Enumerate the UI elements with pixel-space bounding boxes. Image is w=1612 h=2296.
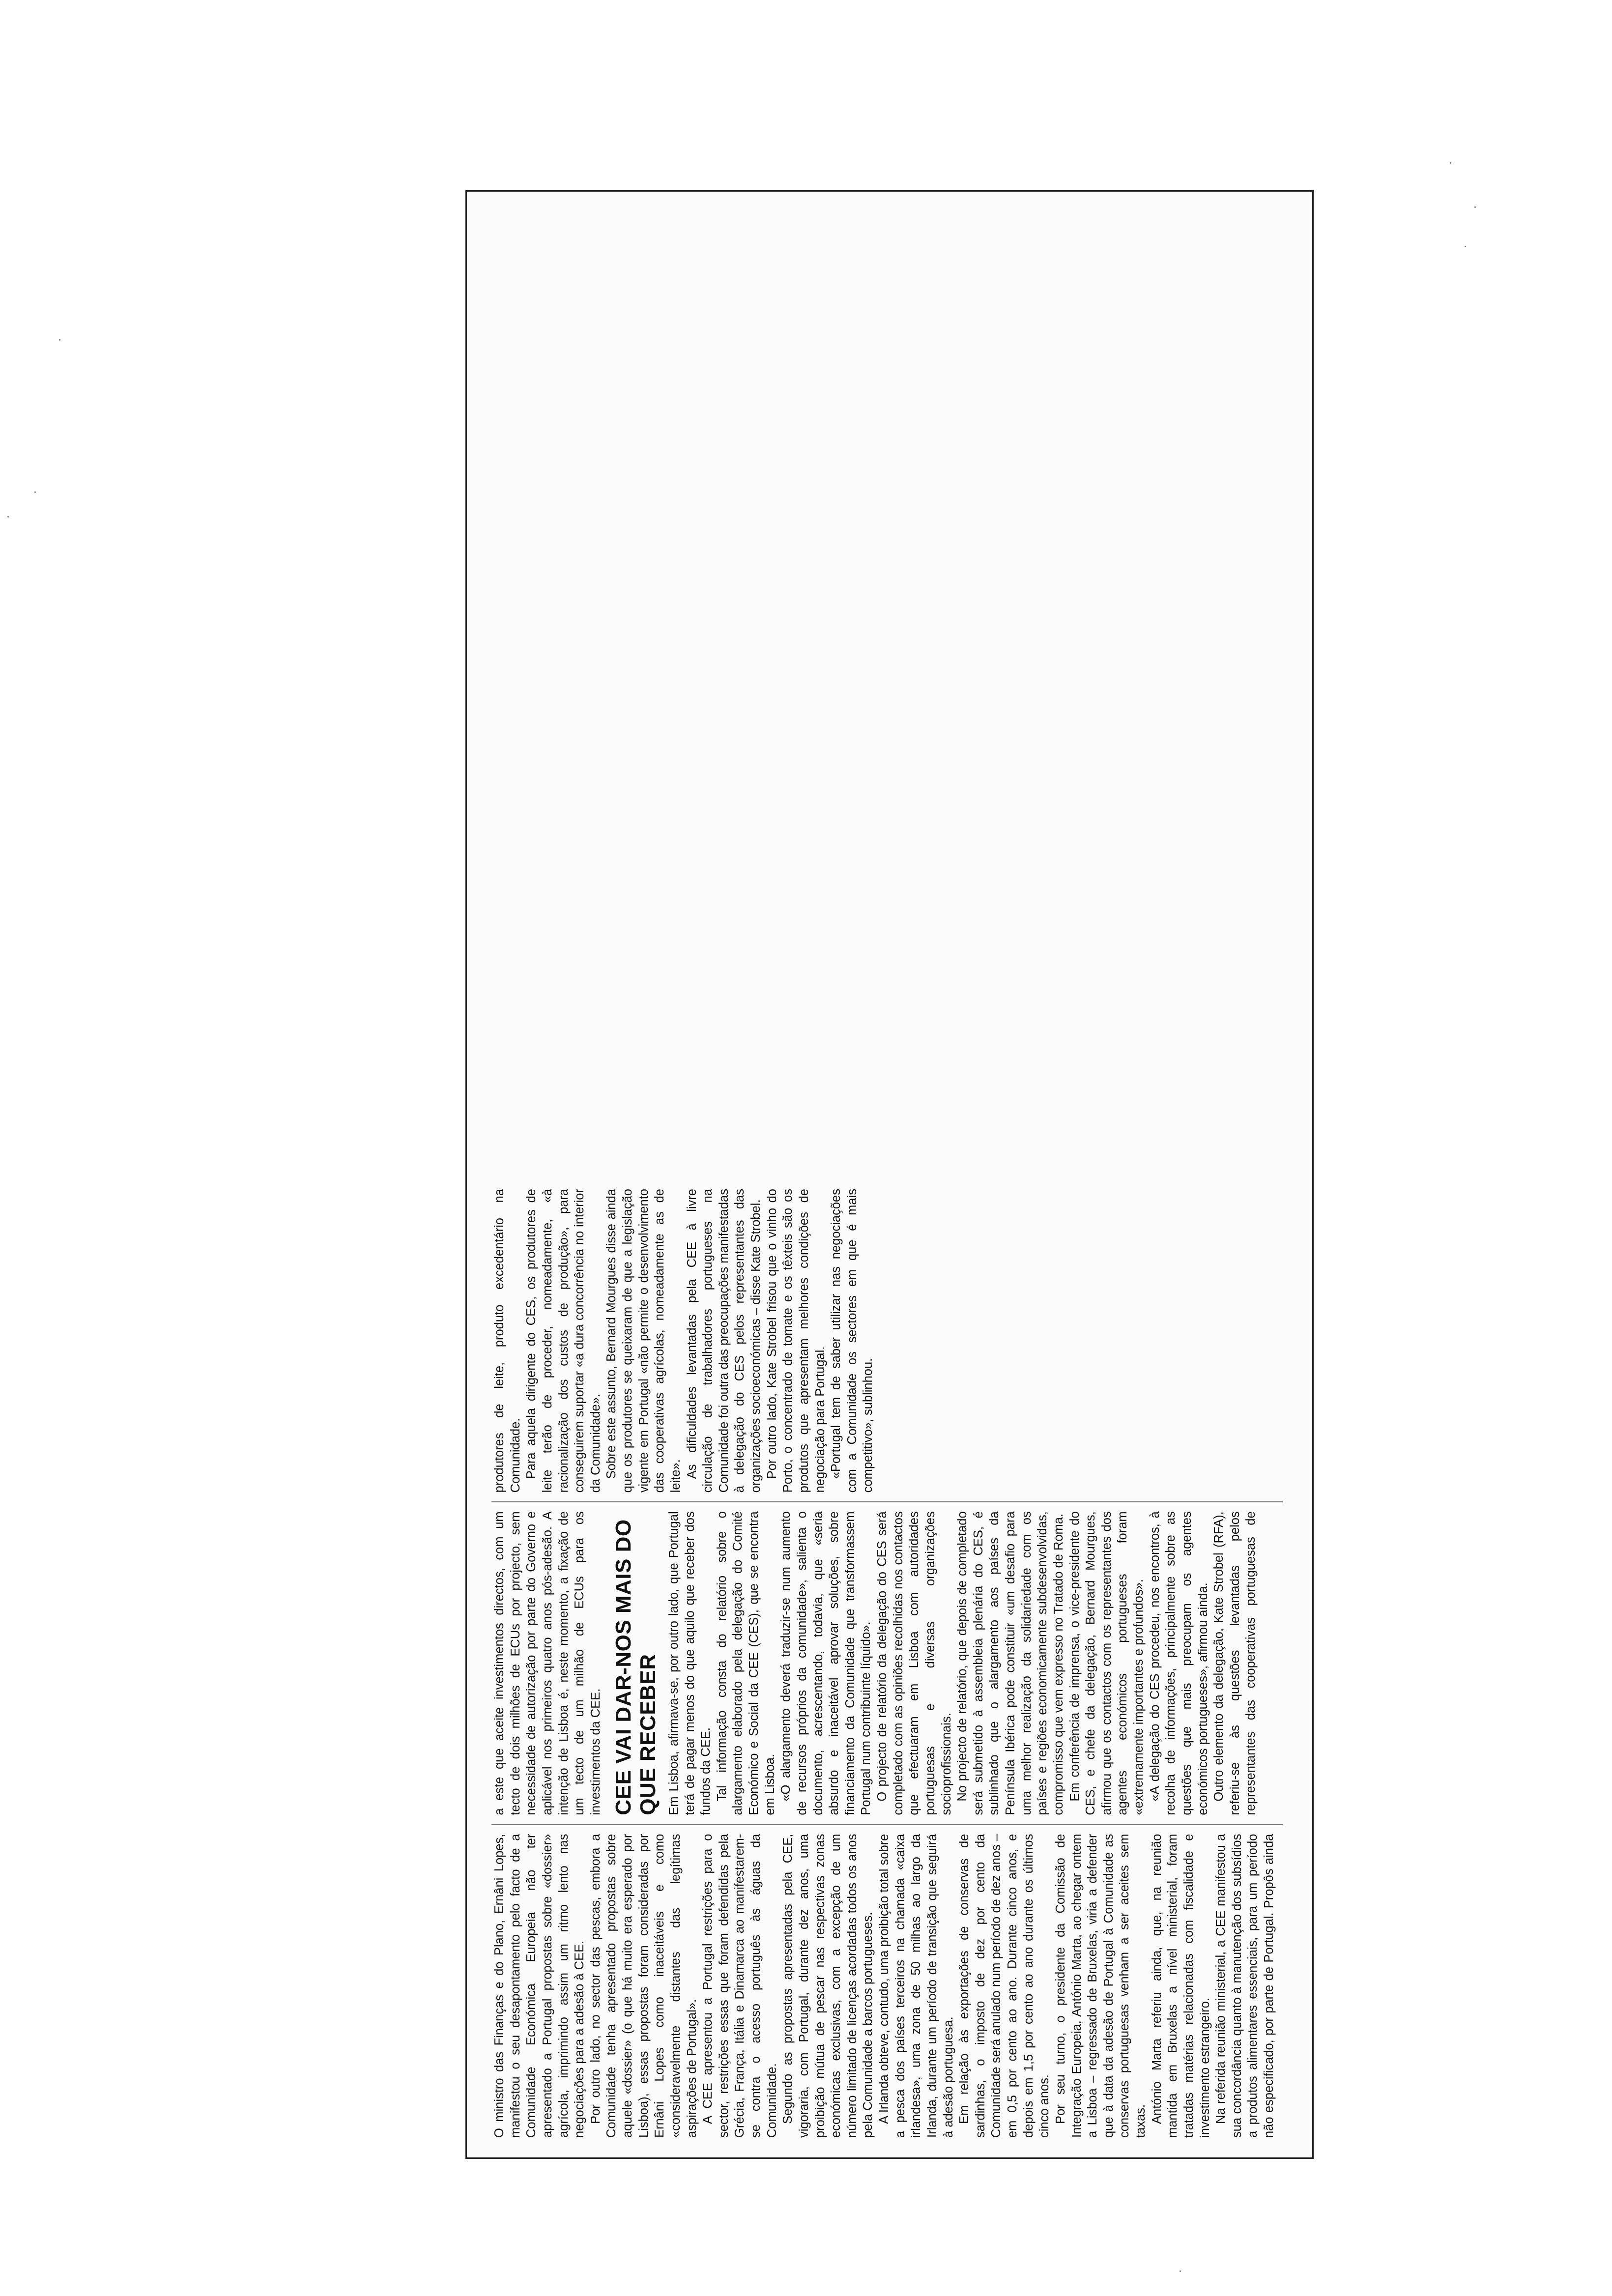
paragraph: Outro elemento da delegação, Kate Strobel (RFA), referiu-se às questões levantadas pelos representantes das cooperativas portuguesas de produtores de leite, produto excedentário na Comunidade. [492,1189,1258,1815]
speck [34,491,36,493]
paragraph: Em conferência de imprensa, o vice-presidente do CES, e chefe da delegação, Bernard Mourgues, afirmou que os contactos com os representantes dos agentes económicos portugueses foram «extremamente importantes e profundos». [1067,1511,1146,1815]
paragraph: No projecto de relatório, que depois de completado será submetido à assembleia plenária do CES, é sublinhado que o alargamento aos países da Península Ibérica pode constituir «um desafio para uma melhor realização da solidariedade com os países e regiões economicamente subdesenvolvidas, compromisso que vem expresso no Tratado de Roma. [955,1511,1065,1815]
paragraph: Sobre este assunto, Bernard Mourgues disse ainda que os produtores se queixaram de que a legislação vigente em Portugal «não permite o desenvolvimento das cooperativas agrícolas, nomeadamente as de leite». [604,1189,683,1493]
article-headline: CEE VAI DAR-NOS MAIS DO QUE RECEBER [611,1519,660,1815]
paragraph: O ministro das Finanças e do Plano, Ernâni Lopes, manifestou o seu desapontamento pelo facto de a Comunidade Económica Europeia não ter apresentado a Portugal propostas sobre «dossier» agrícola, imprimindo assim um ritmo lento nas negociações para a adesão à CEE. [492,1834,587,2138]
paragraph: «Portugal tem de saber utilizar nas negociações com a Comunidade os sectores em que é mais competitivo», sublinhou. [829,1189,875,1493]
paragraph: Por outro lado, no sector das pescas, embora a Comunidade tenha apresentado propostas sobre aquele «dossier» (o que há muito era esperado por Lisboa), essas propostas foram consideradas por Ernâni Lopes como inaceitáveis e como «consideravelmente distantes das legítimas aspirações de Portugal». [588,1834,699,2138]
paragraph: Para aquela dirigente do CES, os produtores de leite terão de proceder, nomeadamente, «à racionalização dos custos de produção», para conseguirem suportar «a dura concorrência no interior da Comunidade». [524,1189,603,1493]
paragraph: As dificuldades levantadas pela CEE à livre circulação de trabalhadores portugueses na Comunidade foi outra das preocupações manifestadas à delegação do CES pelos representantes das organizações socioeconómicas – disse Kate Strobel. [685,1189,763,1493]
speck [1180,2270,1181,2272]
speck [1465,246,1466,247]
paragraph: António Marta referiu ainda, que, na reunião mantida em Bruxelas a nível ministerial, foram tratadas matérias relacionadas com fiscalidade e investimento estrangeiro. [1150,1834,1212,2138]
article-columns [491,221,1283,2138]
paragraph: Em relação às exportações de conservas de sardinhas, o imposto de dez por cento da Comunidade será anulado num período de dez anos – em 0,5 por cento ao ano. Durante cinco anos, e depois em 1,5 por cento ao ano durante os últimos cinco anos. [957,1834,1052,2138]
newspaper-clipping [472,201,1297,2157]
paragraph: O projecto de relatório da delegação do CES será completado com as opiniões recolhidas nos contactos que efectuaram em Lisboa com autoridades portuguesas e diversas organizações socioprofissionais. [875,1511,953,1815]
paragraph: Na referida reunião ministerial, a CEE manifestou a sua concordância quanto à manutenção dos subsídios a produtos alimentares essenciais, para um período não especificado, por parte de Portugal. Propôs ainda a este que aceite investimentos directos, com um tecto de dois milhões de ECUs por projecto, sem necessidade de autorização por parte do Governo e aplicável nos primeiros quatro anos pós-adesão. A intenção de Lisboa é, neste momento, a fixação de um tecto de um milhão de ECUs para os investimentos da CEE. [492,1511,1276,2138]
speck [1450,162,1451,164]
speck [59,339,60,341]
paragraph: Em Lisboa, afirmava-se, por outro lado, que Portugal terá de pagar menos do que aquilo que receber dos fundos da CEE. [666,1511,713,1815]
paragraph: «A delegação do CES procedeu, nos encontros, à recolha de informações, principalmente sobre as questões que mais preocupam os agentes económicos portugueses», afirmou ainda. [1148,1511,1210,1815]
speck [1474,206,1476,208]
paragraph: «O alargamento deverá traduzir-se num aumento de recursos próprios da comunidade», salienta o documento, acrescentando, todavia, que «seria absurdo e inaceitável aprovar soluções, sobre financiamento da Comunidade que transformassem Portugal num contribuinte líquido». [779,1511,873,1815]
paragraph: Segundo as propostas apresentadas pela CEE, vigoraria, com Portugal, durante dez anos, uma proibição mútua de pescar nas respectivas zonas económicas exclusivas, com a excepção de um número limitado de licenças acordadas todos os anos pela Comunidade a barcos portugueses. [781,1834,875,2138]
paragraph: Tal informação consta do relatório sobre o alargamento elaborado pela delegação do Comité Económico e Social da CEE (CES), que se encontra em Lisboa. [715,1511,777,1815]
paragraph: Por seu turno, o presidente da Comissão de Integração Europeia, António Marta, ao chegar ontem a Lisboa – regressado de Bruxelas, viria a defender que à data da adesão de Portugal à Comunidade as conservas portuguesas venham a ser aceites sem taxas. [1053,1834,1148,2138]
speck [7,516,9,517]
paragraph: A CEE apresentou a Portugal restrições para o sector, restrições essas que foram defendidas pela Grécia, França, Itália e Dinamarca ao manifestarem-se contra o acesso português às águas da Comunidade. [701,1834,779,2138]
paragraph: Por outro lado, Kate Strobel frisou que o vinho do Porto, o concentrado de tomate e os têxteis são os produtos que apresentam melhores condições de negociação para Portugal. [765,1189,827,1493]
paragraph: A Irlanda obteve, contudo, uma proibição total sobre a pesca dos países terceiros na chamada «caixa irlandesa», uma zona de 50 milhas ao largo da Irlanda, durante um período de transição que seguirá à adesão portuguesa. [877,1834,955,2138]
